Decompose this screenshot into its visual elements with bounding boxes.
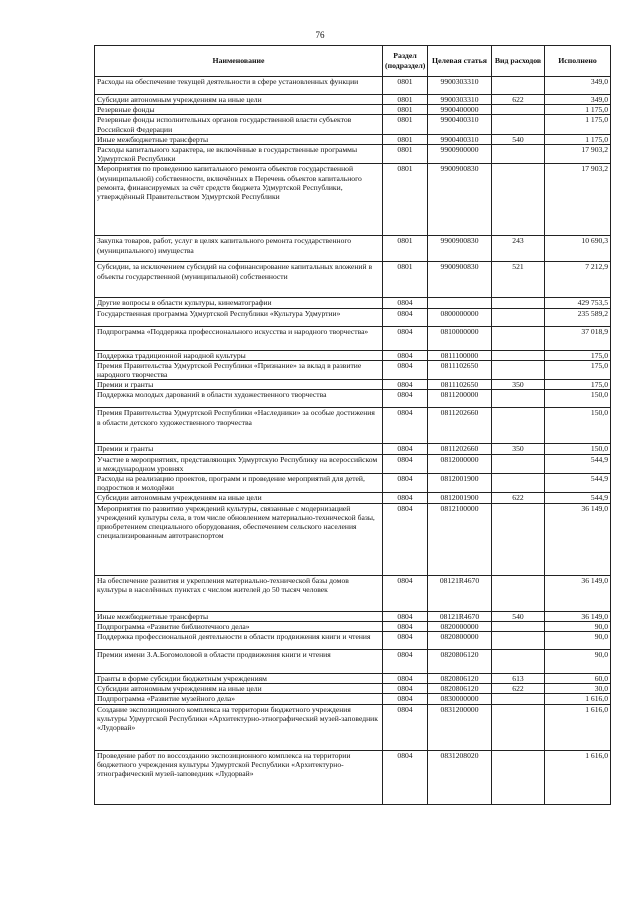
cell-target: 9900900830 bbox=[428, 262, 492, 298]
cell-executed: 17 903,2 bbox=[545, 164, 611, 236]
cell-target: 0820806120 bbox=[428, 674, 492, 684]
table-row bbox=[95, 380, 611, 390]
table-row bbox=[95, 134, 611, 144]
cell-executed: 37 018,9 bbox=[545, 326, 611, 350]
cell-type bbox=[492, 350, 545, 360]
table-row bbox=[95, 236, 611, 262]
cell-type bbox=[492, 694, 545, 704]
table-row bbox=[95, 621, 611, 631]
table-row bbox=[95, 632, 611, 650]
cell-section: 0804 bbox=[383, 308, 428, 326]
page-number: 76 bbox=[315, 30, 325, 40]
table-row bbox=[95, 674, 611, 684]
cell-name: Государственная программа Удмуртской Республики «Культура Удмуртии» bbox=[95, 308, 383, 326]
cell-section: 0804 bbox=[383, 444, 428, 454]
cell-type: 350 bbox=[492, 380, 545, 390]
cell-name: Субсидии автономным учреждениям на иные цели bbox=[95, 493, 383, 503]
cell-section: 0804 bbox=[383, 390, 428, 408]
cell-section: 0801 bbox=[383, 95, 428, 105]
cell-type: 622 bbox=[492, 493, 545, 503]
cell-type bbox=[492, 704, 545, 750]
table-body bbox=[95, 77, 611, 805]
cell-target: 9900900000 bbox=[428, 145, 492, 164]
cell-name: Подпрограмма «Развитие музейного дела» bbox=[95, 694, 383, 704]
cell-name: Расходы на реализацию проектов, программ и проведение мероприятий для детей, подростков и молодёжи bbox=[95, 474, 383, 493]
table-row bbox=[95, 262, 611, 298]
cell-type bbox=[492, 575, 545, 611]
cell-name: Гранты в форме субсидии бюджетным учреждениям bbox=[95, 674, 383, 684]
cell-section: 0804 bbox=[383, 650, 428, 674]
cell-name: Премии имени З.А.Богомоловой в области продвижения книги и чтения bbox=[95, 650, 383, 674]
header-target: Целевая статья bbox=[428, 46, 492, 77]
cell-section: 0804 bbox=[383, 474, 428, 493]
cell-target: 0812001900 bbox=[428, 474, 492, 493]
cell-target: 0812000000 bbox=[428, 454, 492, 473]
cell-type: 243 bbox=[492, 236, 545, 262]
cell-type bbox=[492, 145, 545, 164]
cell-executed: 175,0 bbox=[545, 380, 611, 390]
cell-name: Подпрограмма «Развитие библиотечного дела» bbox=[95, 621, 383, 631]
header-name: Наименование bbox=[95, 46, 383, 77]
cell-type bbox=[492, 298, 545, 308]
cell-name: Создание экспозиционного комплекса на территории бюджетного учреждения культуры Удмуртской Республики «Архитектурно-этнографический музей-заповедник «Лудорвай» bbox=[95, 704, 383, 750]
cell-section: 0804 bbox=[383, 674, 428, 684]
cell-type bbox=[492, 308, 545, 326]
cell-executed: 150,0 bbox=[545, 408, 611, 444]
cell-executed: 150,0 bbox=[545, 444, 611, 454]
table-row bbox=[95, 503, 611, 575]
cell-name: Субсидии автономным учреждениям на иные цели bbox=[95, 684, 383, 694]
cell-section: 0804 bbox=[383, 704, 428, 750]
cell-name: Поддержка молодых дарований в области художественного творчества bbox=[95, 390, 383, 408]
cell-executed: 175,0 bbox=[545, 360, 611, 379]
cell-executed: 1 616,0 bbox=[545, 694, 611, 704]
cell-executed: 1 175,0 bbox=[545, 105, 611, 115]
cell-section: 0801 bbox=[383, 105, 428, 115]
cell-executed: 235 589,2 bbox=[545, 308, 611, 326]
cell-name: Премия Правительства Удмуртской Республики «Признание» за вклад в развитие народного творчества bbox=[95, 360, 383, 379]
cell-executed: 429 753,5 bbox=[545, 298, 611, 308]
cell-name: Резервные фонды bbox=[95, 105, 383, 115]
cell-type bbox=[492, 474, 545, 493]
table-row bbox=[95, 575, 611, 611]
table-row bbox=[95, 308, 611, 326]
cell-target: 08121R4670 bbox=[428, 611, 492, 621]
table-row bbox=[95, 650, 611, 674]
table-row bbox=[95, 694, 611, 704]
cell-section: 0801 bbox=[383, 134, 428, 144]
cell-name: Другие вопросы в области культуры, кинематографии bbox=[95, 298, 383, 308]
cell-section: 0804 bbox=[383, 632, 428, 650]
cell-section: 0804 bbox=[383, 575, 428, 611]
cell-section: 0801 bbox=[383, 77, 428, 95]
cell-target: 0812100000 bbox=[428, 503, 492, 575]
cell-target: 9900900830 bbox=[428, 236, 492, 262]
cell-name: Подпрограмма «Поддержка профессионального искусства и народного творчества» bbox=[95, 326, 383, 350]
cell-type: 622 bbox=[492, 95, 545, 105]
cell-section: 0804 bbox=[383, 694, 428, 704]
cell-target bbox=[428, 298, 492, 308]
cell-section: 0801 bbox=[383, 145, 428, 164]
cell-name: Иные межбюджетные трансферты bbox=[95, 611, 383, 621]
cell-section: 0801 bbox=[383, 262, 428, 298]
cell-executed: 150,0 bbox=[545, 390, 611, 408]
cell-section: 0804 bbox=[383, 750, 428, 804]
table-header-row bbox=[95, 46, 611, 77]
cell-target: 9900303310 bbox=[428, 77, 492, 95]
cell-name: Поддержка профессиональной деятельности в области продвижения книги и чтения bbox=[95, 632, 383, 650]
cell-type bbox=[492, 408, 545, 444]
table-row bbox=[95, 77, 611, 95]
cell-section: 0804 bbox=[383, 350, 428, 360]
table-row bbox=[95, 444, 611, 454]
cell-target: 0811202660 bbox=[428, 408, 492, 444]
cell-name: Расходы капитального характера, не включённые в государственные программы Удмуртской Республики bbox=[95, 145, 383, 164]
cell-executed: 544,9 bbox=[545, 454, 611, 473]
table-row bbox=[95, 145, 611, 164]
cell-executed: 1 175,0 bbox=[545, 115, 611, 134]
cell-executed: 36 149,0 bbox=[545, 575, 611, 611]
cell-target: 0811202660 bbox=[428, 444, 492, 454]
cell-section: 0801 bbox=[383, 236, 428, 262]
cell-target: 9900900830 bbox=[428, 164, 492, 236]
cell-type bbox=[492, 105, 545, 115]
table-row bbox=[95, 326, 611, 350]
cell-executed: 1 616,0 bbox=[545, 750, 611, 804]
table-row bbox=[95, 360, 611, 379]
cell-name: Мероприятия по развитию учреждений культуры, связанные с модернизацией учреждений культуры села, в том числе обновлением материально-технической базы, приобретением специального оборудования, обеспечением сельского населения специализированным автотранспортом bbox=[95, 503, 383, 575]
cell-target: 0820000000 bbox=[428, 621, 492, 631]
cell-executed: 349,0 bbox=[545, 95, 611, 105]
budget-table bbox=[94, 45, 611, 805]
cell-name: Иные межбюджетные трансферты bbox=[95, 134, 383, 144]
cell-executed: 7 212,9 bbox=[545, 262, 611, 298]
header-section: Раздел (подраздел) bbox=[383, 46, 428, 77]
cell-section: 0804 bbox=[383, 684, 428, 694]
cell-section: 0804 bbox=[383, 360, 428, 379]
cell-name: Премия Правительства Удмуртской Республики «Наследники» за особые достижения в области детского художественного творчества bbox=[95, 408, 383, 444]
cell-target: 0820806120 bbox=[428, 650, 492, 674]
cell-target: 0820800000 bbox=[428, 632, 492, 650]
cell-target: 0800000000 bbox=[428, 308, 492, 326]
header-type: Вид расходов bbox=[492, 46, 545, 77]
cell-name: Участие в мероприятиях, представляющих Удмуртскую Республику на всероссийском и международном уровнях bbox=[95, 454, 383, 473]
cell-name: Резервные фонды исполнительных органов государственной власти субъектов Российской Федерации bbox=[95, 115, 383, 134]
cell-executed: 60,0 bbox=[545, 674, 611, 684]
cell-section: 0801 bbox=[383, 115, 428, 134]
cell-target: 08121R4670 bbox=[428, 575, 492, 611]
table-row bbox=[95, 454, 611, 473]
table-row bbox=[95, 350, 611, 360]
table-row bbox=[95, 298, 611, 308]
cell-type: 613 bbox=[492, 674, 545, 684]
cell-target: 0811102650 bbox=[428, 380, 492, 390]
cell-executed: 544,9 bbox=[545, 474, 611, 493]
cell-executed: 1 175,0 bbox=[545, 134, 611, 144]
cell-target: 0831200000 bbox=[428, 704, 492, 750]
cell-target: 9900400310 bbox=[428, 134, 492, 144]
cell-executed: 349,0 bbox=[545, 77, 611, 95]
table-row bbox=[95, 493, 611, 503]
cell-type bbox=[492, 503, 545, 575]
cell-executed: 1 616,0 bbox=[545, 704, 611, 750]
cell-type bbox=[492, 390, 545, 408]
table-row bbox=[95, 164, 611, 236]
table-row bbox=[95, 390, 611, 408]
cell-type bbox=[492, 164, 545, 236]
cell-target: 0812001900 bbox=[428, 493, 492, 503]
cell-executed: 10 690,3 bbox=[545, 236, 611, 262]
cell-executed: 36 149,0 bbox=[545, 611, 611, 621]
cell-section: 0804 bbox=[383, 503, 428, 575]
cell-type bbox=[492, 632, 545, 650]
header-executed: Исполнено bbox=[545, 46, 611, 77]
cell-executed: 30,0 bbox=[545, 684, 611, 694]
cell-section: 0804 bbox=[383, 493, 428, 503]
cell-type bbox=[492, 454, 545, 473]
cell-target: 0831208020 bbox=[428, 750, 492, 804]
cell-type bbox=[492, 360, 545, 379]
cell-type bbox=[492, 621, 545, 631]
cell-name: Премии и гранты bbox=[95, 380, 383, 390]
cell-type bbox=[492, 650, 545, 674]
cell-target: 0820806120 bbox=[428, 684, 492, 694]
cell-section: 0804 bbox=[383, 611, 428, 621]
table-row bbox=[95, 684, 611, 694]
cell-type bbox=[492, 750, 545, 804]
cell-type bbox=[492, 77, 545, 95]
cell-name: Закупка товаров, работ, услуг в целях капитального ремонта государственного (муниципального) имущества bbox=[95, 236, 383, 262]
cell-type: 540 bbox=[492, 134, 545, 144]
cell-section: 0801 bbox=[383, 164, 428, 236]
cell-type bbox=[492, 115, 545, 134]
cell-section: 0804 bbox=[383, 380, 428, 390]
table-row bbox=[95, 408, 611, 444]
cell-target: 0810000000 bbox=[428, 326, 492, 350]
table-row bbox=[95, 474, 611, 493]
cell-type: 622 bbox=[492, 684, 545, 694]
cell-target: 0830000000 bbox=[428, 694, 492, 704]
cell-section: 0804 bbox=[383, 298, 428, 308]
cell-type: 521 bbox=[492, 262, 545, 298]
cell-target: 0811100000 bbox=[428, 350, 492, 360]
cell-name: Премии и гранты bbox=[95, 444, 383, 454]
cell-executed: 90,0 bbox=[545, 621, 611, 631]
cell-type bbox=[492, 326, 545, 350]
cell-target: 9900400310 bbox=[428, 115, 492, 134]
cell-type: 350 bbox=[492, 444, 545, 454]
table-row bbox=[95, 105, 611, 115]
cell-section: 0804 bbox=[383, 408, 428, 444]
table-row bbox=[95, 611, 611, 621]
table-row bbox=[95, 750, 611, 804]
cell-target: 0811200000 bbox=[428, 390, 492, 408]
cell-section: 0804 bbox=[383, 621, 428, 631]
cell-executed: 175,0 bbox=[545, 350, 611, 360]
cell-target: 0811102650 bbox=[428, 360, 492, 379]
cell-name: На обеспечение развития и укрепления материально-технической базы домов культуры в населённых пунктах с числом жителей до 50 тысяч человек bbox=[95, 575, 383, 611]
table-row bbox=[95, 704, 611, 750]
cell-name: Субсидии, за исключением субсидий на софинансирование капитальных вложений в объекты государственной (муниципальной) собственности bbox=[95, 262, 383, 298]
cell-name: Расходы на обеспечение текущей деятельности в сфере установленных функции bbox=[95, 77, 383, 95]
cell-name: Мероприятия по проведению капитального ремонта объектов государственной (муниципальной) собственности, включённых в Перечень объектов капитального ремонта, финансируемых за счёт средств бюджета Удмуртской Республики, утверждённый Правительством Удмуртской Республики bbox=[95, 164, 383, 236]
cell-section: 0804 bbox=[383, 454, 428, 473]
cell-executed: 17 903,2 bbox=[545, 145, 611, 164]
cell-executed: 90,0 bbox=[545, 650, 611, 674]
cell-executed: 36 149,0 bbox=[545, 503, 611, 575]
cell-target: 9900400000 bbox=[428, 105, 492, 115]
table-row bbox=[95, 115, 611, 134]
table-row bbox=[95, 95, 611, 105]
cell-name: Поддержка традиционной народной культуры bbox=[95, 350, 383, 360]
cell-section: 0804 bbox=[383, 326, 428, 350]
cell-target: 9900303310 bbox=[428, 95, 492, 105]
cell-executed: 90,0 bbox=[545, 632, 611, 650]
cell-name: Проведение работ по воссозданию экспозиционного комплекса на территории бюджетного учреждения культуры Удмуртской Республики «Архитектурно-этнографический музей-заповедник «Лудорвай» bbox=[95, 750, 383, 804]
cell-type: 540 bbox=[492, 611, 545, 621]
cell-executed: 544,9 bbox=[545, 493, 611, 503]
cell-name: Субсидии автономным учреждениям на иные цели bbox=[95, 95, 383, 105]
